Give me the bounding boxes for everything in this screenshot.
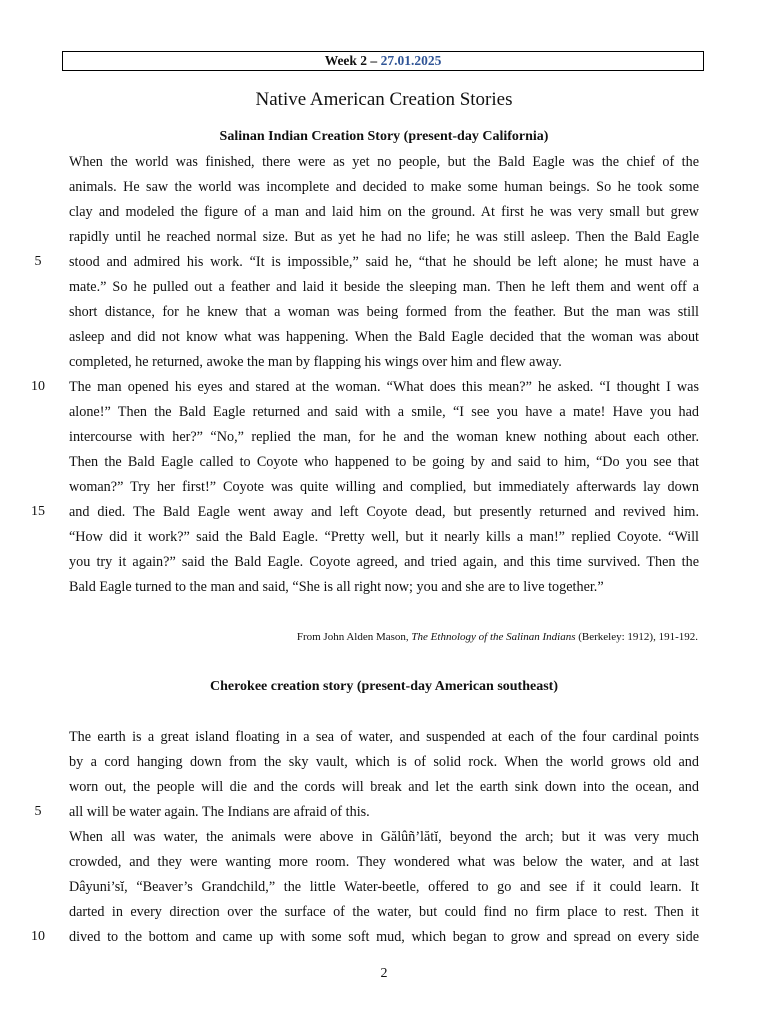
week-label: Week 2 – — [324, 53, 381, 68]
source-citation — [0, 630, 698, 644]
page-number: 2 — [380, 966, 388, 981]
story2-line: all will be water again. The Indians are afraid of this. — [69, 804, 370, 820]
page-title: Native American Creation Stories — [255, 89, 513, 110]
story1-line: woman?” Try her first!” Coyote was quite willing and complied, but immediately afterwards lay down — [69, 479, 699, 495]
line-number: 10 — [31, 929, 45, 944]
story1-line: alone!” Then the Bald Eagle returned and said with a smile, “I see you have a mate! Have you had — [69, 404, 699, 420]
story2-heading: Cherokee creation story (present-day American southeast) — [209, 679, 558, 694]
story1-line: and died. The Bald Eagle went away and left Coyote dead, but presently returned and revived him. — [69, 504, 699, 520]
date-header-box — [62, 51, 704, 71]
story1-line: intercourse with her?” “No,” replied the man, for he and the woman knew nothing about each other. — [69, 429, 699, 445]
line-number: 5 — [34, 254, 42, 269]
citation-suffix: (Berkeley: 1912), 191-192. — [575, 631, 698, 643]
header-date: 27.01.2025 — [380, 53, 442, 68]
story1-line: clay and modeled the figure of a man and laid him on the ground. At first he was very small but grew — [69, 204, 699, 220]
story1-line: completed, he returned, awoke the man by flapping his wings over him and flew away. — [69, 354, 562, 370]
line-number: 5 — [34, 804, 42, 819]
story2-line: Dâyuni’sĭ, “Beaver’s Grandchild,” the little Water-beetle, offered to go and see if it could learn. It — [69, 879, 699, 895]
story2-line: dived to the bottom and came up with some soft mud, which began to grow and spread on every side — [69, 929, 699, 945]
story1-line: short distance, for he knew that a woman was being formed from the feather. But the man was still — [69, 304, 699, 320]
story2-line: The earth is a great island floating in a sea of water, and suspended at each of the four cardinal points — [69, 729, 699, 745]
story1-heading: Salinan Indian Creation Story (present-day California) — [219, 129, 549, 144]
story1-line: “How did it work?” said the Bald Eagle. “Pretty well, but it nearly kills a man!” replied Coyote. “Will — [69, 529, 699, 545]
story1-line: Then the Bald Eagle called to Coyote who happened to be going by and said to him, “Do you see that — [69, 454, 699, 470]
story1-line: animals. He saw the world was incomplete and decided to make some human beings. So he took some — [69, 179, 699, 195]
story2-line: When all was water, the animals were above in Gălûñ’lătĭ, beyond the arch; but it was very much — [69, 829, 699, 845]
story1-line: asleep and did not know what was happening. When the Bald Eagle decided that the woman was about — [69, 329, 699, 345]
story1-line: stood and admired his work. “It is impossible,” said he, “that he should be left alone; he must have a — [69, 254, 699, 270]
story1-line: When the world was finished, there were as yet no people, but the Bald Eagle was the chief of the — [69, 154, 699, 170]
story1-line: you try it again?” said the Bald Eagle. Coyote agreed, and tried again, and this time survived. Then the — [69, 554, 699, 570]
story2-line: darted in every direction over the surface of the water, but could find no firm place to rest. Then it — [69, 904, 699, 920]
story1-line: Bald Eagle turned to the man and said, “She is all right now; you and she are to live together.” — [69, 579, 604, 595]
story1-line: The man opened his eyes and stared at the woman. “What does this mean?” he asked. “I thought I was — [69, 379, 699, 395]
story2-line: crowded, and they were wanting more room. They wondered what was below the water, and at last — [69, 854, 699, 870]
line-number: 15 — [31, 504, 45, 519]
story1-line: mate.” So he pulled out a feather and laid it beside the sleeping man. Then he left them and went off a — [69, 279, 699, 295]
citation-prefix: From John Alden Mason, — [296, 631, 412, 643]
citation-work-title: The Ethnology of the Salinan Indians — [411, 631, 576, 643]
line-number: 10 — [31, 379, 45, 394]
story2-line: worn out, the people will die and the cords will break and let the earth sink down into the ocean, and — [69, 779, 699, 795]
story2-line: by a cord hanging down from the sky vault, which is of solid rock. When the world grows old and — [69, 754, 699, 770]
story1-line: rapidly until he reached normal size. But as yet he had no life; he was still asleep. Then the Bald Eagle — [69, 229, 699, 245]
